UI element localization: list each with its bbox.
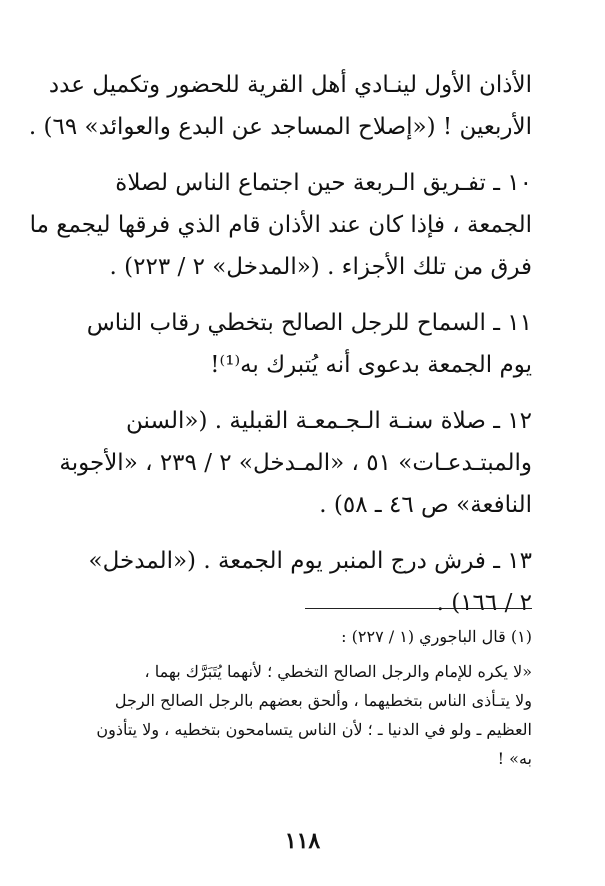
text-line: ٢ / ١٦٦) . [436,590,532,616]
footnote-divider [305,608,532,609]
footnote-line: ولا يتـأذى الناس بتخطيهما ، وألحق بعضهم بالرجل الصالح الرجل [114,691,532,710]
paragraph [28,64,532,148]
paragraph [70,302,532,386]
page-number: ١١٨ [284,828,321,854]
footnote-line: «لا يكره للإمام والرجل الصالح التخطي ؛ لأنهما يُتَبَرَّك بهما ، [144,662,532,681]
text-line: النافعة» ص ٤٦ ـ ٥٨) . [319,492,532,518]
footnote-line: به» ! [497,749,532,768]
footnote [70,622,532,773]
text-line: الجمعة ، فإذا كان عند الأذان قام الذي فرقها ليجمع ما [29,212,532,238]
text-line: الأذان الأول لينـادي أهل القرية للحضور وتكميل عدد [48,72,532,98]
text-line: ١٠ ـ تفـريق الـربعة حين اجتماع الناس لصلاة [115,170,532,196]
text-line: ١١ ـ السماح للرجل الصالح بتخطي رقاب الناس [86,310,532,336]
footnote-heading: (١) قال الباجوري (١ / ٢٢٧) : [341,627,532,646]
paragraph [59,400,532,526]
text-line: فرق من تلك الأجزاء . («المدخل» ٢ / ٢٢٣) . [109,254,532,280]
text-line: ١٣ ـ فرش درج المنبر يوم الجمعة . («المدخل» [88,548,532,574]
text-line: الأربعين ! («إصلاح المساجد عن البدع والعوائد» ٦٩) . [28,114,532,140]
text-line: يوم الجمعة بدعوى أنه يُتبرك به⁽¹⁾! [210,352,532,378]
paragraph [70,540,532,624]
paragraph [29,162,532,288]
main-text [28,64,532,624]
footnote-line: العظيم ـ ولو في الدنيا ـ ؛ لأن الناس يتسامحون بتخطيه ، ولا يتأذون [96,720,532,739]
text-line: ١٢ ـ صلاة سنـة الـجـمعـة القبلية . («السنن [126,408,532,434]
text-line: والمبتـدعـات» ٥١ ، «المـدخل» ٢ / ٢٣٩ ، «الأجوبة [59,450,532,476]
